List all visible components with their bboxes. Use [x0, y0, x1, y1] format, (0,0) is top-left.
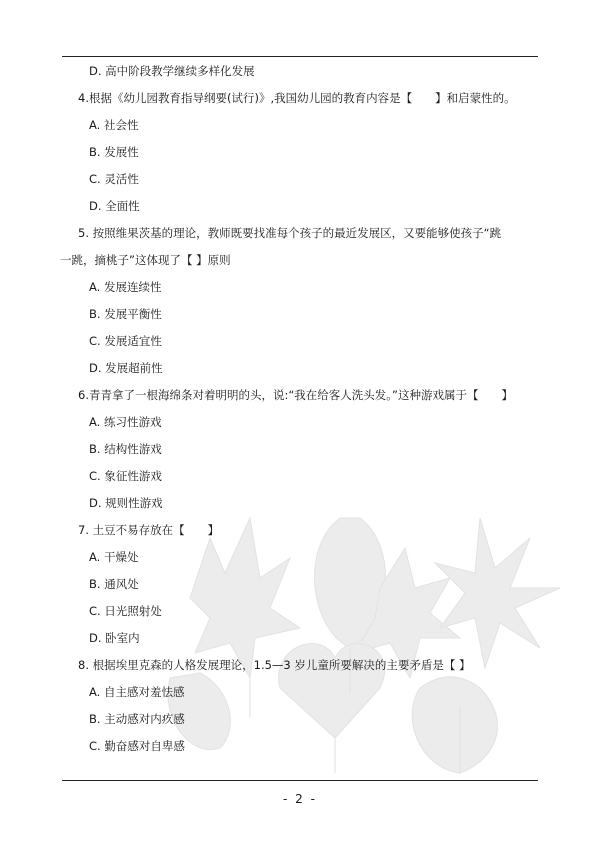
- question-4: 4.根据《幼儿园教育指导纲要(试行)》,我国幼儿园的教育内容是【 】和启蒙性的。: [78, 91, 516, 105]
- question-6: 6.青青拿了一根海绵条对着明明的头，说:“我在给客人洗头发。”这种游戏属于【 】: [78, 388, 514, 402]
- option-b-q4: B. 发展性: [89, 145, 139, 159]
- option-c-q4: C. 灵活性: [89, 172, 139, 186]
- option-a-q8: A. 自主感对羞怯感: [89, 685, 185, 699]
- option-b-q7: B. 通风处: [89, 577, 139, 591]
- option-c-q6: C. 象征性游戏: [89, 469, 162, 483]
- option-d-q7: D. 卧室内: [89, 631, 140, 645]
- option-c-q8: C. 勤奋感对自卑感: [89, 739, 185, 753]
- page-number: - 2 -: [283, 792, 317, 806]
- option-d-q3: D. 高中阶段教学继续多样化发展: [89, 64, 255, 78]
- option-b-q6: B. 结构性游戏: [89, 442, 162, 456]
- option-d-q5: D. 发展超前性: [89, 361, 163, 375]
- question-5: 5. 按照维果茨基的理论，教师既要找准每个孩子的最近发展区，又要能够使孩子“跳: [78, 226, 502, 240]
- question-8: 8. 根据埃里克森的人格发展理论，1.5—3 岁儿童所要解决的主要矛盾是【 】: [78, 658, 471, 672]
- option-a-q4: A. 社会性: [89, 118, 139, 132]
- question-5-continued: 一跳，摘桃子”这体现了【 】原则: [60, 253, 231, 267]
- option-a-q7: A. 干燥处: [89, 550, 139, 564]
- option-b-q5: B. 发展平衡性: [89, 307, 162, 321]
- option-d-q4: D. 全面性: [89, 199, 140, 213]
- option-d-q6: D. 规则性游戏: [89, 496, 163, 510]
- option-c-q5: C. 发展适宜性: [89, 334, 162, 348]
- option-c-q7: C. 日光照射处: [89, 604, 162, 618]
- option-b-q8: B. 主动感对内疚感: [89, 712, 185, 726]
- option-a-q5: A. 发展连续性: [89, 280, 162, 294]
- footer-rule: [62, 780, 538, 781]
- option-a-q6: A. 练习性游戏: [89, 415, 162, 429]
- question-7: 7. 土豆不易存放在【 】: [78, 523, 220, 537]
- header-rule: [62, 56, 538, 57]
